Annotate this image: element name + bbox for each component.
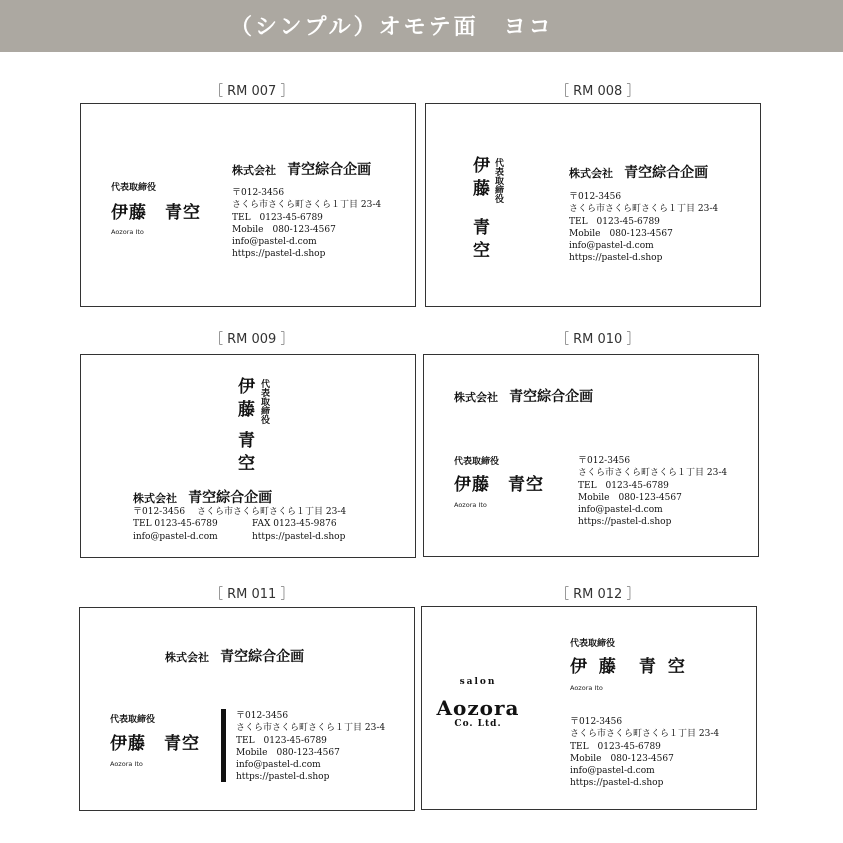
company-name: 青空綜合企画: [287, 162, 372, 178]
company-line: [232, 161, 371, 177]
company-prefix: 株式会社: [454, 391, 498, 404]
postal-code: 〒012-3456: [236, 711, 289, 721]
mobile: Mobile 080-123-4567: [570, 753, 674, 764]
person-name-roman: Aozora Ito: [570, 684, 603, 692]
company-prefix: 株式会社: [232, 164, 276, 177]
salon-logo-text: Aozora: [436, 696, 520, 720]
role-text: 代表取締役: [111, 183, 157, 193]
role-text: 代表取締役: [259, 379, 269, 424]
tel: TEL 0123-45-6789: [570, 741, 661, 752]
person-name-family: 伊藤: [469, 156, 489, 202]
card-rm009[interactable]: [80, 354, 416, 558]
url: https://pastel-d.shop: [578, 517, 672, 528]
email: info@pastel-d.com: [578, 505, 663, 516]
company-line: [569, 164, 708, 180]
card-rm007[interactable]: [80, 103, 416, 307]
company-line: [133, 489, 272, 505]
contact-block: [133, 506, 346, 543]
page-header: [0, 0, 843, 52]
label-rm012: ［ RM 012 ］: [556, 587, 640, 602]
email: info@pastel-d.com: [236, 760, 321, 771]
postal-code: 〒012-3456: [232, 188, 285, 198]
tel-fax-row: [133, 518, 346, 530]
postal-code: 〒012-3456: [570, 717, 623, 727]
label-rm007: ［ RM 007 ］: [210, 84, 294, 99]
url: https://pastel-d.shop: [232, 249, 326, 260]
email: info@pastel-d.com: [133, 531, 218, 542]
card-rm011[interactable]: [79, 607, 415, 811]
person-name-given: 青空: [469, 218, 489, 264]
tel: TEL 0123-45-6789: [232, 212, 323, 223]
role-text: 代表取締役: [110, 715, 156, 725]
card-rm010[interactable]: [423, 354, 759, 557]
contact-block: [569, 191, 718, 265]
url: https://pastel-d.shop: [570, 778, 664, 789]
mobile: Mobile 080-123-4567: [232, 224, 336, 235]
company-prefix: 株式会社: [569, 167, 613, 180]
contact-block: [232, 187, 381, 261]
card-rm012[interactable]: [421, 606, 757, 810]
postal-code: 〒012-3456: [569, 192, 622, 202]
label-rm009: ［ RM 009 ］: [210, 332, 294, 347]
company-name: 青空綜合企画: [188, 490, 273, 506]
salon-bottom-text: Co. Ltd.: [454, 719, 502, 729]
company-line: [454, 388, 593, 404]
email-url-row: [133, 531, 346, 543]
address: さくら市さくら町さくら１丁目 23-4: [569, 204, 719, 215]
company-name: 青空綜合企画: [624, 165, 709, 181]
email: info@pastel-d.com: [569, 241, 654, 252]
person-name: 伊藤 青空: [454, 475, 544, 495]
person-name: 伊藤 青空: [110, 734, 200, 754]
person-name-given: 青空: [234, 431, 254, 477]
address: さくら市さくら町さくら１丁目 23-4: [578, 468, 728, 479]
company-prefix: 株式会社: [133, 492, 177, 505]
label-rm010: ［ RM 010 ］: [556, 332, 640, 347]
person-name: 伊藤 青空: [111, 203, 201, 223]
address: さくら市さくら町さくら１丁目 23-4: [232, 200, 382, 211]
page-title: （シンプル）オモテ面 ヨコ: [230, 15, 554, 40]
mobile: Mobile 080-123-4567: [578, 492, 682, 503]
company-prefix: 株式会社: [165, 651, 209, 664]
mobile: Mobile 080-123-4567: [569, 228, 673, 239]
address: さくら市さくら町さくら１丁目 23-4: [570, 729, 720, 740]
company-name: 青空綜合企画: [509, 389, 594, 405]
role-text: 代表取締役: [493, 158, 503, 203]
person-name-family: 伊藤: [234, 377, 254, 423]
accent-bar: [221, 709, 226, 782]
tel: TEL 0123-45-6789: [133, 519, 218, 530]
tel: TEL 0123-45-6789: [236, 735, 327, 746]
label-rm008: ［ RM 008 ］: [556, 84, 640, 99]
person-name-roman: Aozora Ito: [111, 228, 144, 236]
postal-code: 〒012-3456: [578, 456, 631, 466]
company-line: [165, 648, 304, 664]
card-rm008[interactable]: [425, 103, 761, 307]
url: https://pastel-d.shop: [236, 772, 330, 783]
contact-block: [236, 710, 385, 784]
url: https://pastel-d.shop: [569, 253, 663, 264]
company-name: 青空綜合企画: [220, 649, 305, 665]
tel: TEL 0123-45-6789: [569, 216, 660, 227]
tel: TEL 0123-45-6789: [578, 480, 669, 491]
fax: FAX 0123-45-9876: [252, 519, 337, 530]
person-name-roman: Aozora Ito: [110, 760, 143, 768]
postal-address: 〒012-3456 さくら市さくら町さくら１丁目 23-4: [133, 507, 347, 517]
email: info@pastel-d.com: [232, 237, 317, 248]
role-text: 代表取締役: [454, 457, 500, 467]
url: https://pastel-d.shop: [252, 531, 346, 542]
mobile: Mobile 080-123-4567: [236, 747, 340, 758]
address: さくら市さくら町さくら１丁目 23-4: [236, 723, 386, 734]
person-name-roman: Aozora Ito: [454, 501, 487, 509]
person-name: 伊 藤 青 空: [570, 657, 688, 677]
contact-block: [570, 716, 719, 790]
contact-block: [578, 455, 727, 529]
role-text: 代表取締役: [570, 639, 616, 649]
email: info@pastel-d.com: [570, 766, 655, 777]
salon-top-text: salon: [459, 677, 497, 687]
label-rm011: ［ RM 011 ］: [210, 587, 294, 602]
